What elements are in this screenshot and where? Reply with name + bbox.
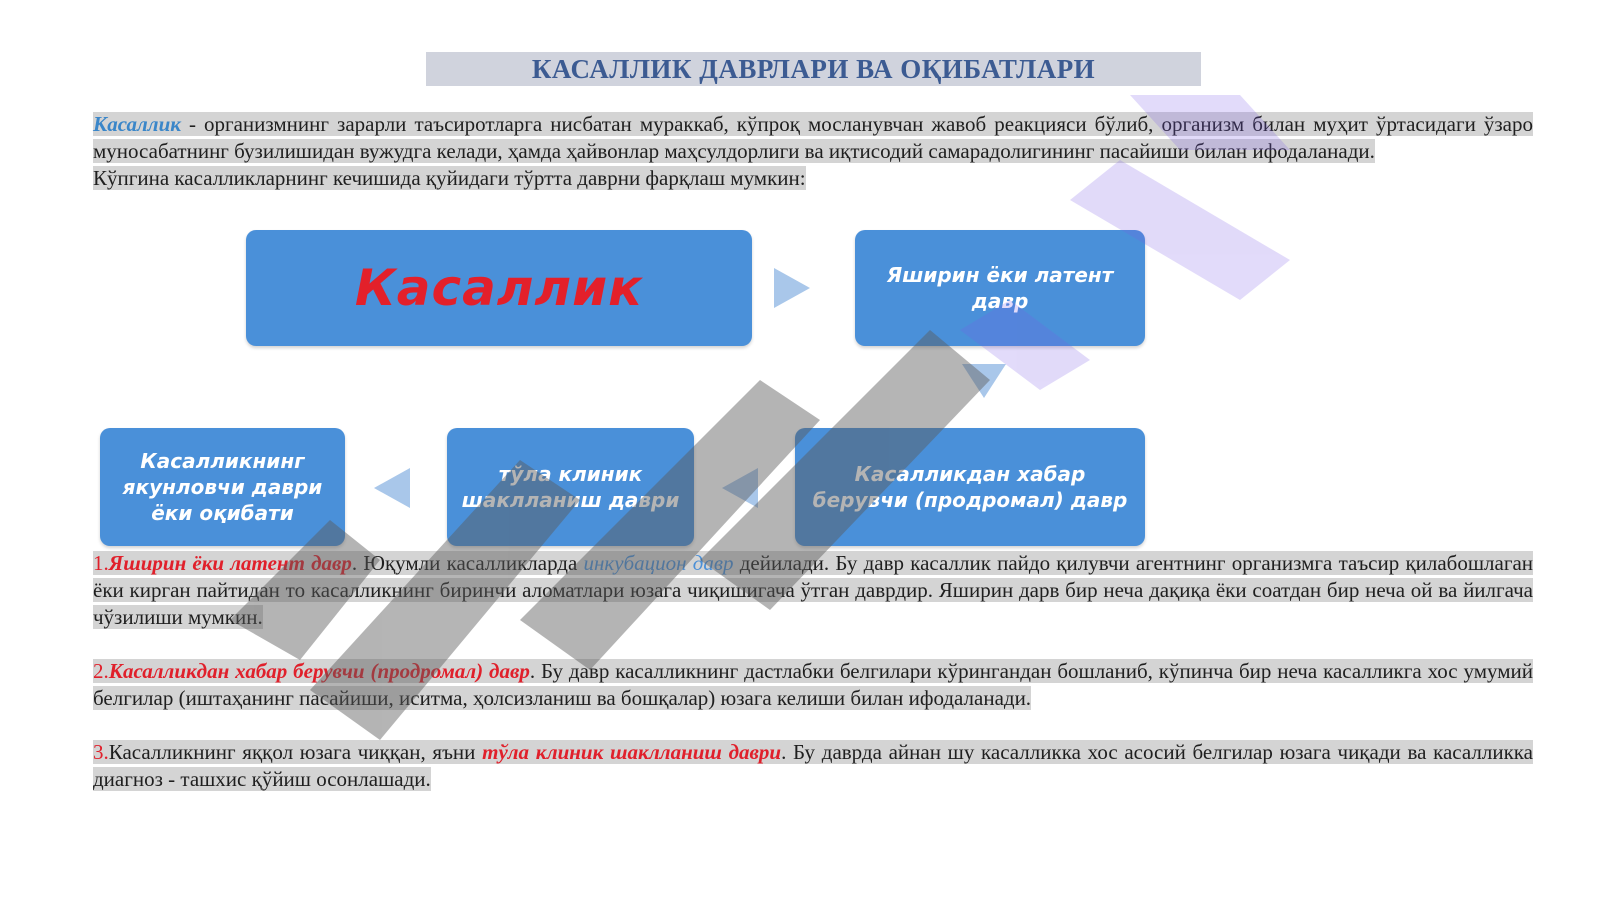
- item-1-text-a: . Юқумли касалликларда: [351, 551, 584, 575]
- diagram-final-label: Касалликнинг якунловчи даври ёки оқибати: [122, 449, 323, 525]
- intro-line2: Кўпгина касалликларнинг кечишида қуйидаги тўртта даврни фарқлаш мумкин:: [93, 166, 806, 190]
- item-1-special: инкубацион давр: [583, 551, 734, 575]
- item-3-term: тўла клиник шаклланиш даври: [482, 740, 782, 764]
- intro-term: Касаллик: [93, 112, 181, 136]
- item-3-number: 3.: [93, 740, 109, 764]
- arrow-left-icon: [374, 468, 410, 508]
- diagram-latent-label: Яширин ёки латент давр: [886, 263, 1114, 313]
- arrow-left-icon: [722, 468, 758, 508]
- item-2: [93, 658, 1533, 712]
- item-3-text-a: Касалликнинг яққол юзага чиққан, яъни: [108, 740, 483, 764]
- diagram-latent-box: [855, 230, 1145, 346]
- diagram-prodromal-box: [795, 428, 1145, 546]
- item-1: [93, 550, 1533, 631]
- diagram-final-box: [100, 428, 345, 546]
- diagram-clinical-box: [447, 428, 694, 546]
- item-3-text-b: . Бу даврда айнан шу касалликка хос асосий белгилар юзага чиқади ва касалликка диагноз - ташхис қўйиш осонлашади.: [93, 740, 1533, 791]
- page-title: КАСАЛЛИК ДАВРЛАРИ ВА ОҚИБАТЛАРИ: [426, 52, 1201, 86]
- item-1-number: 1.: [93, 551, 109, 575]
- diagram-main-label: Касаллик: [354, 259, 644, 317]
- arrow-right-icon: [774, 268, 810, 308]
- diagram-main-box: [246, 230, 752, 346]
- diagram-prodromal-label: Касалликдан хабар берувчи (продромал) давр: [812, 462, 1128, 512]
- diagram-clinical-label: тўла клиник шаклланиш даври: [461, 462, 680, 512]
- intro-text: - организмнинг зарарли таъсиротларга нисбатан мураккаб, кўпроқ мосланувчан жавоб реакцияси бўлиб, организм билан муҳит ўртасидаги ўзаро муносабатнинг бузилишидан вужудга келади, ҳамда ҳайвонлар маҳсулдорлиги ва иқтисодий самарадолигининг пасайиши билан ифодаланади.: [93, 112, 1533, 163]
- item-1-text-b: дейилади. Бу давр касаллик пайдо қилувчи агентнинг организмга таъсир қилабошлаган ёки кирган пайтидан то касалликнинг биринчи аломатлари юзага чиқишигача ўтган даврдир. Яширин дарв бир неча дақиқа ёки соатдан бир неча ой ва йилгача чўзилиши мумкин.: [93, 551, 1534, 629]
- intro-paragraph: [93, 111, 1533, 192]
- item-3: [93, 739, 1533, 793]
- item-1-term: Яширин ёки латент давр: [108, 551, 352, 575]
- item-2-term: Касалликдан хабар берувчи (продромал) давр: [108, 659, 530, 683]
- arrow-down-icon: [962, 364, 1006, 398]
- item-2-text-a: . Бу давр касалликнинг дастлабки белгилари кўрингандан бошланиб, кўпинча бир неча касалликга хос умумий белгилар (иштаҳанинг пасайиши, иситма, ҳолсизланиш ва бошқалар) юзага келиши билан ифодаланади.: [93, 659, 1534, 710]
- item-2-number: 2.: [93, 659, 109, 683]
